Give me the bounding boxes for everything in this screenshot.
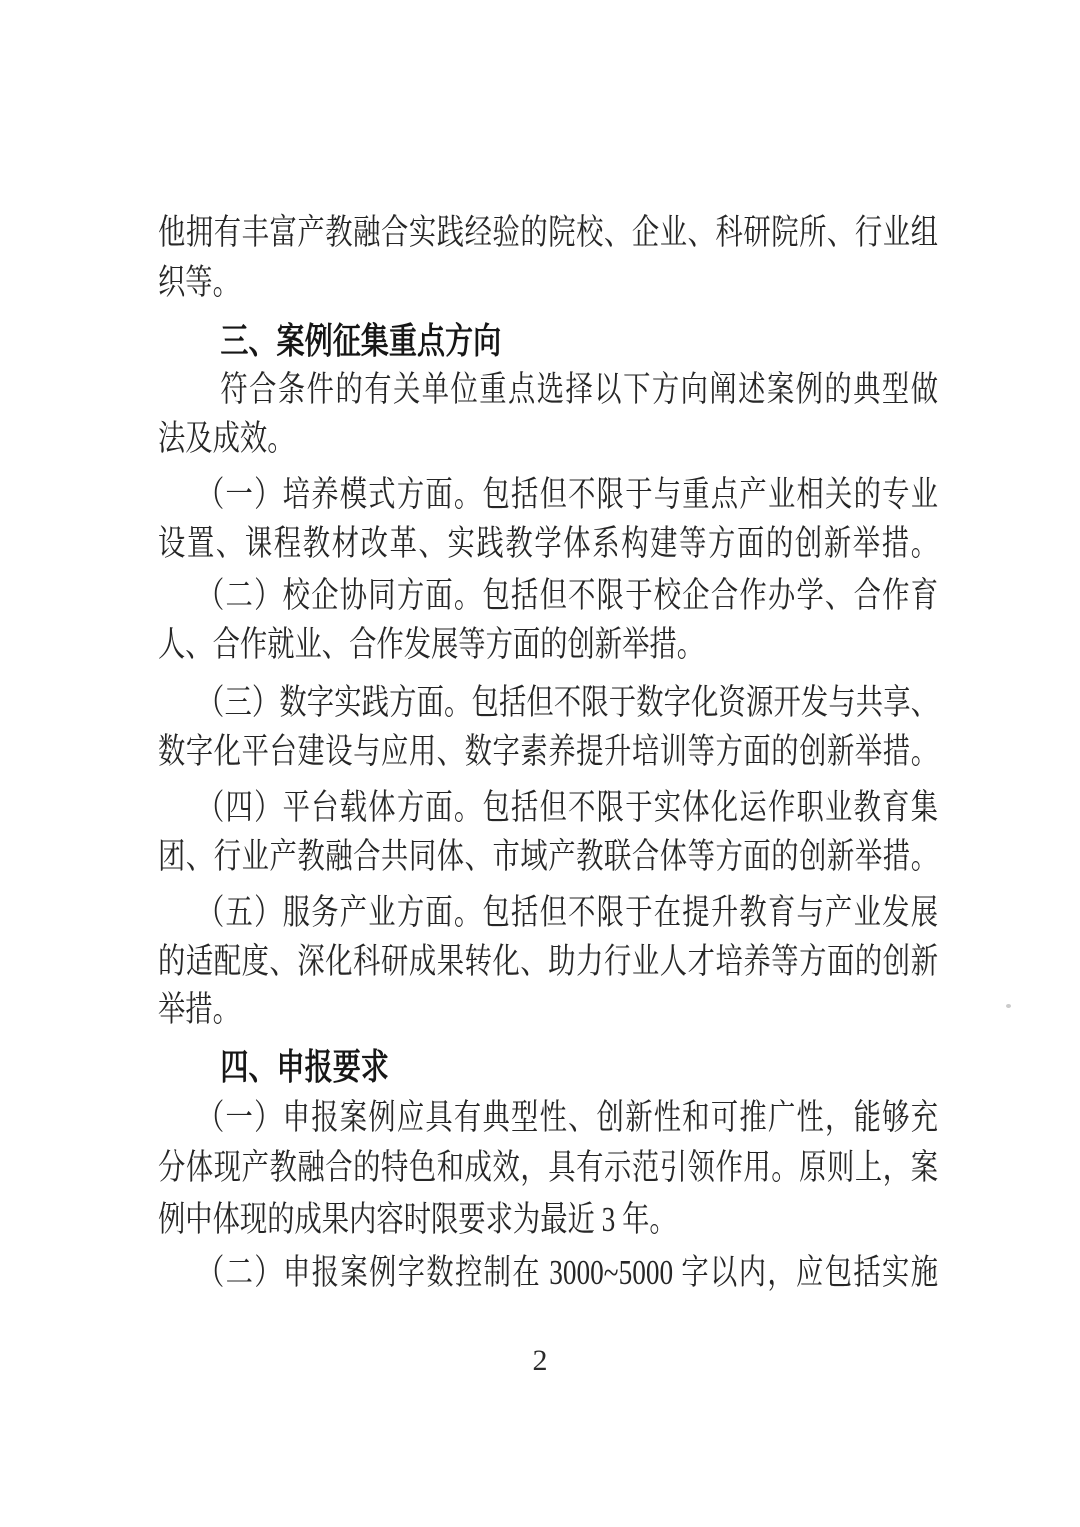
text-line: （四）平台载体方面。包括但不限于实体化运作职业教育集: [197, 788, 938, 827]
content-area: [158, 0, 938, 1527]
text-line: 分体现产教融合的特色和成效，具有示范引领作用。原则上，案: [158, 1148, 938, 1187]
text-line: 举措。: [158, 990, 240, 1029]
text-line: 数字化平台建设与应用、数字素养提升培训等方面的创新举措。: [158, 732, 938, 771]
section-heading-4: 四、申报要求: [220, 1046, 389, 1087]
text-line: 符合条件的有关单位重点选择以下方向阐述案例的典型做: [220, 370, 938, 409]
text-line: 团、行业产教融合共同体、市域产教联合体等方面的创新举措。: [158, 837, 938, 876]
scan-artifact-speck: [1006, 1004, 1011, 1008]
section-heading-3: 三、案例征集重点方向: [220, 320, 502, 361]
text-line: （一）培养模式方面。包括但不限于与重点产业相关的专业: [197, 475, 938, 514]
text-line: 的适配度、深化科研成果转化、助力行业人才培养等方面的创新: [158, 942, 938, 981]
text-line: 他拥有丰富产教融合实践经验的院校、企业、科研院所、行业组: [158, 213, 938, 252]
text-line: （五）服务产业方面。包括但不限于在提升教育与产业发展: [197, 893, 938, 932]
text-line: 例中体现的成果内容时限要求为最近 3 年。: [158, 1200, 677, 1239]
text-line: （二）校企协同方面。包括但不限于校企合作办学、合作育: [197, 576, 938, 615]
text-line: （一）申报案例应具有典型性、创新性和可推广性，能够充: [197, 1098, 938, 1137]
text-line: 法及成效。: [158, 419, 295, 458]
text-line: 织等。: [158, 263, 240, 302]
text-line: （二）申报案例字数控制在 3000~5000 字以内，应包括实施: [197, 1253, 938, 1292]
text-line: 设置、课程教材改革、实践教学体系构建等方面的创新举措。: [158, 524, 938, 563]
text-line: （三）数字实践方面。包括但不限于数字化资源开发与共享、: [197, 683, 938, 722]
page-number: 2: [532, 1344, 548, 1377]
text-line: 人、合作就业、合作发展等方面的创新举措。: [158, 625, 705, 664]
